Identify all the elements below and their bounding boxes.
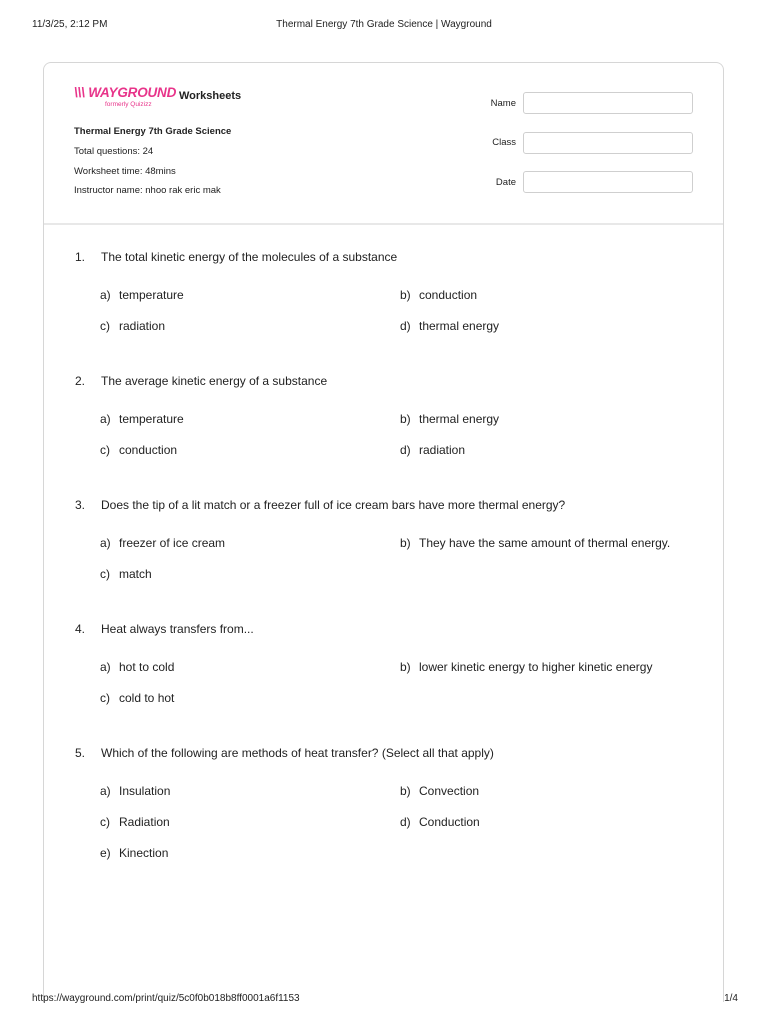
- question-3-option-a: a) freezer of ice cream: [100, 536, 226, 550]
- worksheet-card: [43, 62, 724, 1002]
- print-page-title: Thermal Energy 7th Grade Science | Wayground: [276, 19, 492, 30]
- instructor-name: Instructor name: nhoo rak eric mak: [74, 185, 221, 196]
- question-5-option-e: e) Kinection: [100, 846, 169, 860]
- question-2-number: 2.: [75, 374, 86, 388]
- question-4-number: 4.: [75, 622, 86, 636]
- question-3-option-b: b) They have the same amount of thermal energy.: [400, 536, 671, 550]
- question-1-option-b: b) conduction: [400, 288, 478, 302]
- question-3-text: Does the tip of a lit match or a freezer full of ice cream bars have more thermal energy?: [101, 498, 566, 512]
- print-datetime: 11/3/25, 2:12 PM: [32, 19, 108, 30]
- print-header: [0, 19, 768, 33]
- date-field[interactable]: [523, 171, 693, 193]
- question-1-option-a: a) temperature: [100, 288, 184, 302]
- question-5-option-a: a) Insulation: [100, 784, 171, 798]
- logo-wordmark: \\\ WAYGROUND: [74, 85, 177, 100]
- question-4-option-b: b) lower kinetic energy to higher kinetic energy: [400, 660, 653, 674]
- name-label: Name: [490, 98, 516, 109]
- question-4-text: Heat always transfers from...: [101, 622, 254, 636]
- total-questions: Total questions: 24: [74, 146, 154, 157]
- question-2-text: The average kinetic energy of a substance: [101, 374, 328, 388]
- question-5-number: 5.: [75, 746, 86, 760]
- question-5-option-b: b) Convection: [400, 784, 480, 798]
- question-5-option-c: c) Radiation: [100, 815, 170, 829]
- name-field[interactable]: [523, 92, 693, 114]
- question-5-option-d: d) Conduction: [400, 815, 480, 829]
- question-1-option-c: c) radiation: [100, 319, 166, 333]
- question-2-option-b: b) thermal energy: [400, 412, 500, 426]
- question-3-number: 3.: [75, 498, 86, 512]
- logo-subtext: formerly Quizizz: [105, 101, 152, 108]
- question-4-option-a: a) hot to cold: [100, 660, 175, 674]
- page-indicator: 1/4: [724, 993, 738, 1004]
- print-url: https://wayground.com/print/quiz/5c0f0b018b8ff0001a6f1153: [32, 993, 300, 1004]
- question-2-option-d: d) radiation: [400, 443, 466, 457]
- worksheet-title: Thermal Energy 7th Grade Science: [74, 126, 232, 137]
- wayground-logo: [74, 85, 177, 111]
- worksheet-header: [44, 63, 723, 225]
- date-label: Date: [495, 177, 516, 188]
- question-4-option-c: c) cold to hot: [100, 691, 175, 705]
- worksheets-label: Worksheets: [179, 90, 242, 102]
- worksheet-time: Worksheet time: 48mins: [74, 166, 176, 177]
- class-field[interactable]: [523, 132, 693, 154]
- question-1-option-d: d) thermal energy: [400, 319, 500, 333]
- class-label: Class: [492, 137, 516, 148]
- question-1-number: 1.: [75, 250, 86, 264]
- question-3-option-c: c) match: [100, 567, 152, 581]
- question-2-option-a: a) temperature: [100, 412, 184, 426]
- question-5-text: Which of the following are methods of heat transfer? (Select all that apply): [101, 746, 494, 760]
- question-2-option-c: c) conduction: [100, 443, 178, 457]
- question-1-text: The total kinetic energy of the molecules of a substance: [101, 250, 398, 264]
